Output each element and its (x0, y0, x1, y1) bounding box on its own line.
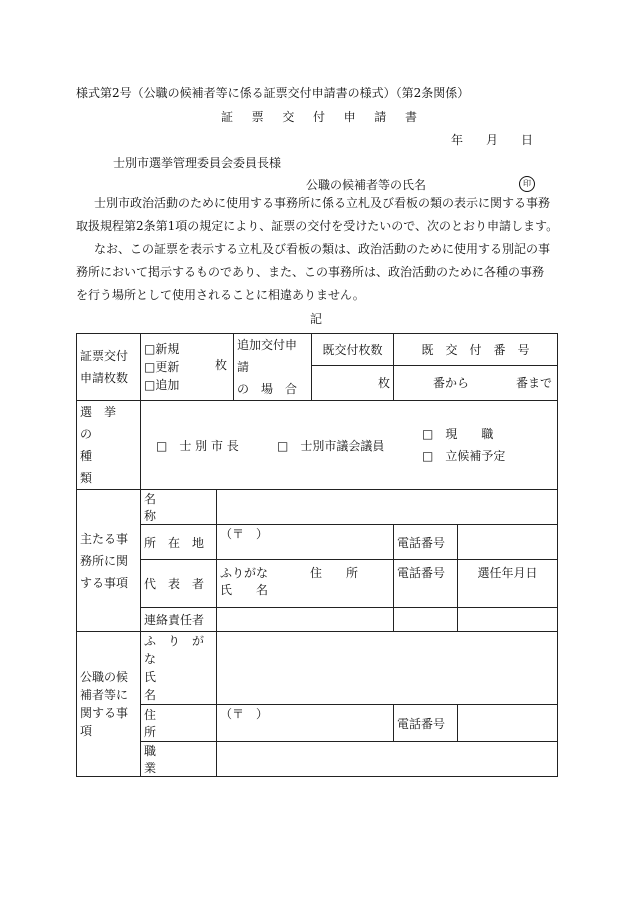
candidate-name-field[interactable] (217, 632, 558, 705)
title-char: 申 (343, 110, 356, 124)
date-month: 月 (486, 133, 499, 147)
representative-phone-label: 電話番号 (394, 560, 458, 608)
paragraph-line: を行う場所として使用されることに相違ありません。 (76, 288, 365, 302)
candidate-name-label: ふ り が な 氏 名 (141, 632, 217, 705)
title-char: 請 (374, 110, 387, 124)
contact-extra-field-2[interactable] (458, 608, 558, 632)
ban-kara: 番から (433, 376, 470, 391)
checkbox-council[interactable]: □ 士別市議会議員 (277, 438, 385, 453)
title-char: 証 (221, 110, 234, 124)
mai-unit: 枚 (214, 358, 227, 372)
checkbox-add[interactable]: □追加 (144, 378, 180, 392)
occupation-field[interactable] (217, 742, 558, 777)
checkbox-mayor[interactable]: □ 士 別 市 長 (156, 438, 239, 453)
seal-icon: 印 (519, 176, 535, 192)
checkbox-planned[interactable]: □ 立候補予定 (422, 449, 506, 463)
contact-person-field[interactable] (217, 608, 394, 632)
office-location-label: 所 在 地 (141, 525, 217, 560)
body-paragraph-2 (76, 238, 560, 307)
contact-person-label: 連絡責任者 (141, 608, 217, 632)
representative-label: 代 表 者 (141, 560, 217, 608)
recipient: 士別市選挙管理委員会委員長様 (113, 156, 282, 170)
kikoufu-maisu-header: 既交付枚数 (312, 334, 394, 366)
office-location-field[interactable] (217, 525, 394, 560)
occupation-label: 職 業 (141, 742, 217, 777)
office-phone-field[interactable] (458, 525, 558, 560)
term-date-label: 選任年月日 (458, 560, 558, 608)
candidate-phone-label: 電話番号 (394, 705, 458, 742)
add-label-cell: 追加交付申請 の 場 合 (234, 334, 312, 401)
paragraph-line: 務所において掲示するものであり、また、この事務所は、政治活動のために各種の事務 (76, 265, 545, 279)
office-name-field[interactable] (217, 490, 558, 525)
application-table (76, 333, 558, 777)
paragraph-line: 取扱規程第2条第1項の規定により、証票の交付を受けたいので、次のとおり申請します。 (76, 219, 559, 233)
paragraph-line: 士別市政治活動のために使用する事務所に係る立札及び看板の類の表示に関する事務 (94, 196, 551, 210)
date-year: 年 (451, 133, 464, 147)
checkbox-incumbent[interactable]: □ 現 職 (422, 427, 494, 441)
candidate-address-field[interactable]: （〒 ） (217, 705, 394, 742)
postal-mark: （〒 ） (220, 527, 269, 541)
checkbox-new[interactable]: □新規 (144, 342, 180, 356)
ban-made: 番まで (516, 376, 553, 391)
body-paragraph-1 (76, 192, 560, 238)
office-label-cell: 主たる事 務所に関 する事項 (77, 490, 141, 632)
candidate-phone-field[interactable] (458, 705, 558, 742)
kikoufu-mai-cell: 枚 (312, 365, 394, 400)
application-type-cell (141, 334, 234, 401)
document-title (221, 108, 417, 125)
ki-heading: 記 (310, 312, 323, 326)
kikoufu-bangou-header: 既 交 付 番 号 (394, 334, 558, 366)
representative-field[interactable]: ふりがな 住 所 氏 名 (217, 560, 394, 608)
title-char: 付 (312, 110, 325, 124)
contact-extra-field[interactable] (394, 608, 458, 632)
kikoufu-range-cell (394, 365, 558, 400)
seal-mark (519, 175, 535, 192)
title-char: 書 (404, 110, 417, 124)
candidate-label-cell: 公職の候 補者等に 関する事 項 (77, 632, 141, 777)
election-type-cell (141, 401, 558, 490)
form-label: 様式第2号（公職の候補者等に係る証票交付申請書の様式）（第2条関係） (76, 86, 470, 100)
date-day: 日 (521, 133, 534, 147)
title-char: 交 (282, 110, 295, 124)
senkyo-label-cell: 選 挙 の 種 類 (77, 401, 141, 490)
candidate-address-label: 住 所 (141, 705, 217, 742)
checkbox-renew[interactable]: □更新 (144, 360, 180, 374)
applicant-label: 公職の候補者等の氏名 (306, 178, 427, 192)
office-phone-label: 電話番号 (394, 525, 458, 560)
title-char: 票 (251, 110, 264, 124)
shouhyou-label-cell: 証票交付 申請枚数 (77, 334, 141, 401)
office-name-label: 名 称 (141, 490, 217, 525)
paragraph-line: なお、この証票を表示する立札及び看板の類は、政治活動のために使用する別記の事 (94, 242, 551, 256)
